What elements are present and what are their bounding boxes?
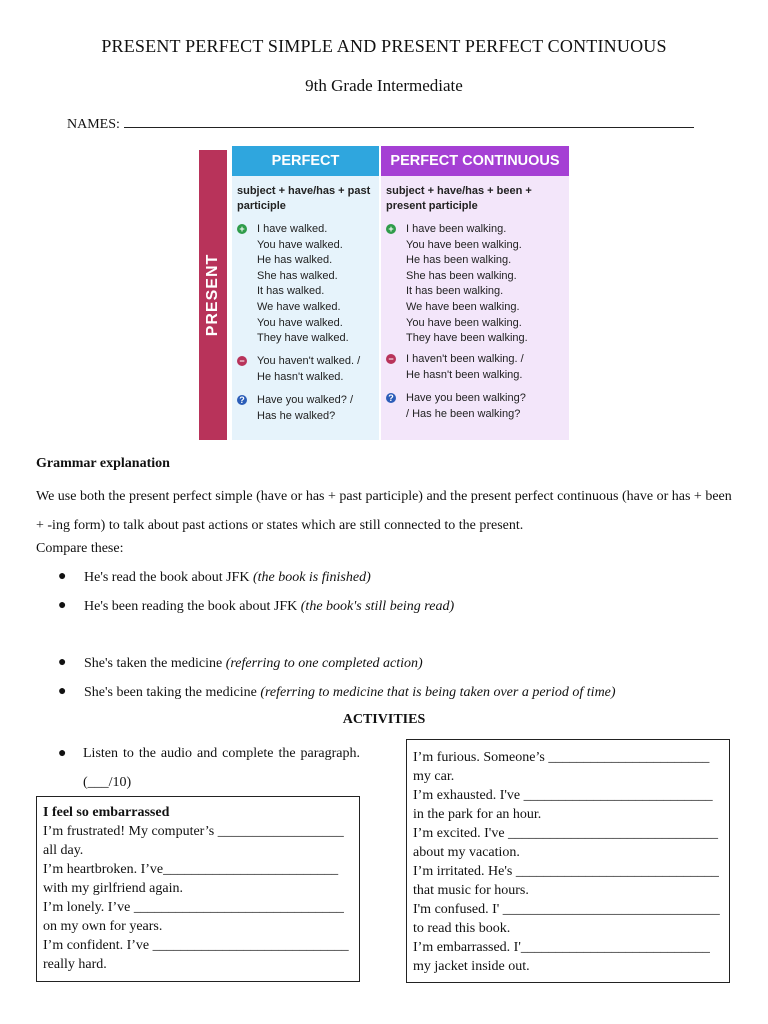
example-text: He's read the book about JFK <box>84 570 253 585</box>
table-line-text: Have you been walking? <box>406 392 526 404</box>
perfect-affirmative <box>232 222 349 347</box>
example-item <box>58 685 616 701</box>
table-line-text: You have been walking. <box>406 316 522 329</box>
table-line <box>232 316 349 332</box>
compare-label: Compare these: <box>36 541 124 556</box>
grammar-paragraph: We use both the present perfect simple (have or has + past participle) and the present perfect continuous (have or has + been + -ing form) to talk about past actions or states which are still connected to the present. <box>36 489 732 533</box>
table-line <box>381 284 528 300</box>
perfect-question <box>232 393 353 424</box>
exercise-line: I’m exhausted. I've ___________________________ <box>413 788 713 803</box>
table-line-text: / Has he been walking? <box>406 407 521 420</box>
table-line <box>381 407 526 423</box>
exercise-line: on my own for years. <box>43 919 163 934</box>
question-icon: ? <box>237 395 247 405</box>
minus-icon: − <box>237 356 247 366</box>
exercise-line: to read this book. <box>413 921 511 936</box>
perfect-negative <box>232 354 360 385</box>
table-line-text: You haven't walked. / <box>257 355 361 367</box>
names-label: NAMES: <box>67 117 120 132</box>
names-blank-line <box>124 115 694 128</box>
table-line <box>232 331 349 347</box>
table-line <box>381 331 528 347</box>
exercise-line: my car. <box>413 769 455 784</box>
table-line-text: She has been walking. <box>406 269 517 282</box>
example-note: (the book is finished) <box>252 570 371 585</box>
table-line <box>232 269 349 285</box>
table-line <box>232 253 349 269</box>
table-line-text: We have walked. <box>257 300 341 313</box>
table-line <box>381 238 528 254</box>
example-item <box>58 599 454 615</box>
minus-icon: − <box>386 354 396 364</box>
bullet-icon: ● <box>58 746 67 761</box>
question-icon: ? <box>386 393 396 403</box>
table-line <box>232 222 349 238</box>
plus-icon: + <box>386 224 396 234</box>
page-title: PRESENT PERFECT SIMPLE AND PRESENT PERFECT CONTINUOUS <box>101 36 667 56</box>
table-line-text: I haven't been walking. / <box>406 353 524 365</box>
table-line-text: You have walked. <box>257 238 343 251</box>
grammar-heading: Grammar explanation <box>36 456 170 471</box>
table-line-text: Have you walked? / <box>257 394 353 406</box>
bullet-icon: ● <box>58 655 67 670</box>
table-line <box>381 300 528 316</box>
exercise-line: I’m heartbroken. I’ve_________________________ <box>43 862 339 877</box>
exercise-box-2 <box>406 739 730 983</box>
table-line-text: You have walked. <box>257 316 343 329</box>
exercise-box-title: I feel so embarrassed <box>43 805 170 820</box>
names-field <box>67 115 694 133</box>
bullet-icon: ● <box>58 684 67 699</box>
perfect-heading: PERFECT <box>232 146 379 176</box>
continuous-formula: subject + have/has + been + present participle <box>386 185 532 212</box>
exercise-line: I'm confused. I' _______________________________ <box>413 902 720 917</box>
example-note: (referring to medicine that is being taken over a period of time) <box>260 685 616 700</box>
exercise-line: I’m excited. I've ______________________________ <box>413 826 719 841</box>
table-line-text: He hasn't walked. <box>257 370 344 383</box>
table-line-text: He has been walking. <box>406 254 512 267</box>
exercise-line: really hard. <box>43 957 107 972</box>
table-line <box>381 222 528 238</box>
row-label-bar <box>199 150 227 440</box>
exercise-line: my jacket inside out. <box>413 959 530 974</box>
table-line-text: It has walked. <box>257 285 325 298</box>
exercise-line: in the park for an hour. <box>413 807 542 822</box>
continuous-heading: PERFECT CONTINUOUS <box>381 146 569 176</box>
table-line <box>381 253 528 269</box>
continuous-column <box>381 146 569 440</box>
table-line-text: They have walked. <box>257 332 349 345</box>
exercise-line: that music for hours. <box>413 883 529 898</box>
example-text: She's been taking the medicine <box>84 685 261 700</box>
example-note: (the book's still being read) <box>300 599 455 614</box>
activities-heading: ACTIVITIES <box>342 712 426 727</box>
table-line <box>232 354 360 370</box>
example-item <box>58 656 423 672</box>
bullet-icon: ● <box>58 598 67 613</box>
exercise-line: all day. <box>43 843 84 858</box>
table-line <box>232 300 349 316</box>
table-line <box>381 368 524 384</box>
instruction-text: Listen to the audio and complete the paragraph. (___/10) <box>83 746 360 790</box>
exercise-line: I’m furious. Someone’s _______________________ <box>413 750 710 765</box>
perfect-column <box>232 146 379 440</box>
exercise-line: with my girlfriend again. <box>43 881 183 896</box>
table-line-text: He hasn't been walking. <box>406 368 523 381</box>
bullet-icon: ● <box>58 569 67 584</box>
table-line-text: They have been walking. <box>406 332 528 345</box>
table-line <box>232 393 353 409</box>
continuous-negative <box>381 352 524 383</box>
exercise-line: I’m confident. I’ve ____________________________ <box>43 938 349 953</box>
page-subtitle: 9th Grade Intermediate <box>305 76 463 95</box>
table-line <box>381 391 526 407</box>
exercise-line: I’m irritated. He's _____________________________ <box>413 864 719 879</box>
table-line <box>232 238 349 254</box>
example-text: She's taken the medicine <box>84 656 226 671</box>
perfect-formula: subject + have/has + past participle <box>237 185 371 212</box>
table-line-text: You have been walking. <box>406 238 522 251</box>
activity-instruction <box>58 739 360 797</box>
exercise-line: about my vacation. <box>413 845 520 860</box>
row-label: PRESENT <box>204 253 221 337</box>
example-text: He's been reading the book about JFK <box>84 599 301 614</box>
table-line-text: We have been walking. <box>406 300 520 313</box>
exercise-line: I’m lonely. I’ve ______________________________ <box>43 900 344 915</box>
exercise-box-1 <box>36 796 360 982</box>
table-line <box>232 284 349 300</box>
table-line-text: I have been walking. <box>406 223 507 235</box>
table-line <box>381 352 524 368</box>
table-line <box>232 409 353 425</box>
table-line <box>381 269 528 285</box>
table-line-text: I have walked. <box>257 223 328 235</box>
table-line-text: He has walked. <box>257 254 333 267</box>
continuous-affirmative <box>381 222 528 347</box>
table-line-text: It has been walking. <box>406 285 504 298</box>
example-item <box>58 570 371 586</box>
table-line <box>381 316 528 332</box>
table-line-text: Has he walked? <box>257 409 336 422</box>
continuous-question <box>381 391 526 422</box>
exercise-line: I’m frustrated! My computer’s __________________ <box>43 824 344 839</box>
exercise-line: I’m embarrassed. I'___________________________ <box>413 940 710 955</box>
plus-icon: + <box>237 224 247 234</box>
grammar-table <box>199 146 569 440</box>
example-note: (referring to one completed action) <box>225 656 423 671</box>
table-line <box>232 370 360 386</box>
table-line-text: She has walked. <box>257 269 338 282</box>
